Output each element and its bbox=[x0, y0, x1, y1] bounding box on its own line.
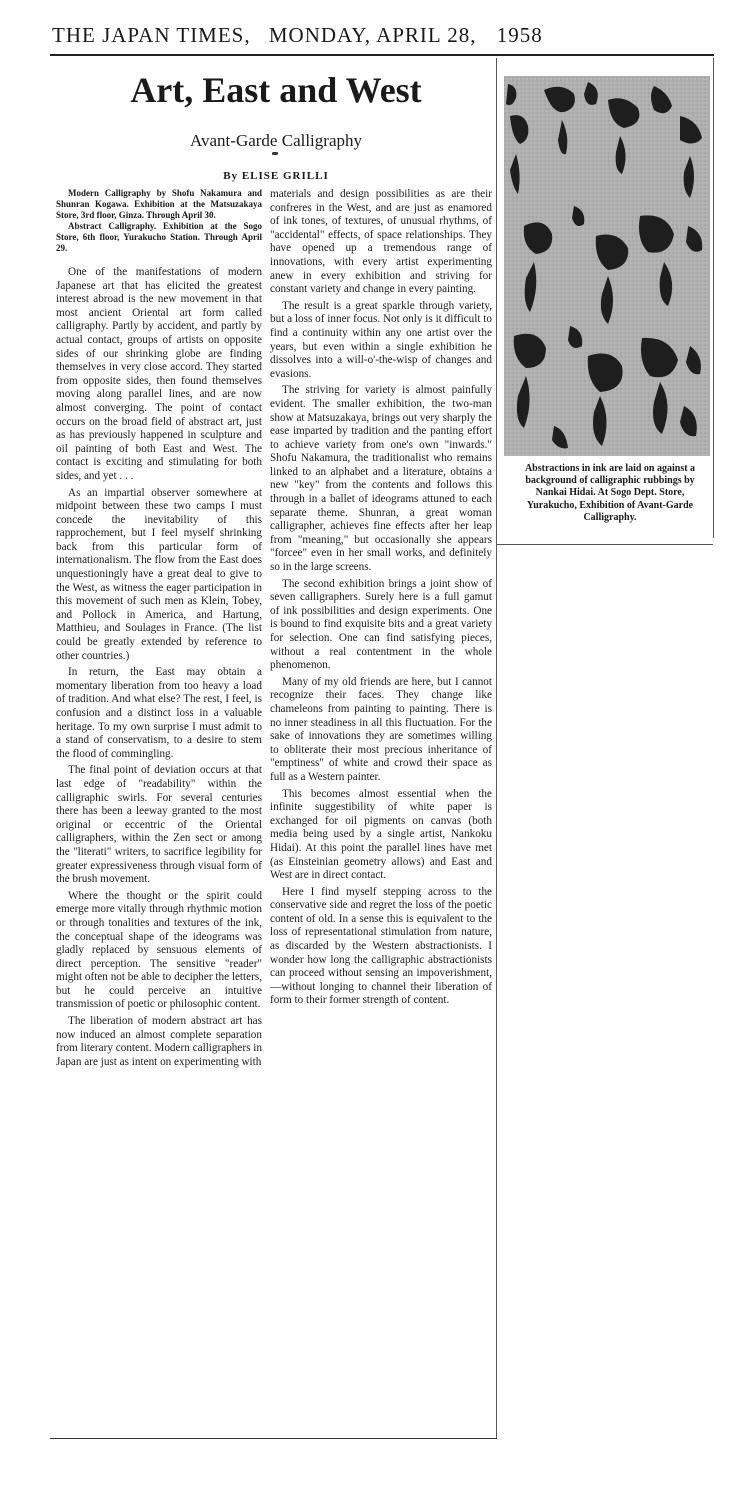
photo-box-bottom-rule bbox=[497, 544, 713, 545]
article-paragraph: In return, the East may obtain a momentary liberation from too heavy a load of tradition. And what else? The rest, I feel, is confusion and a distinct loss in a valuable heritage. To my own surprise I must admit to a stand of conservatism, to a desire to stem the flood of commingling. bbox=[56, 666, 262, 760]
article-paragraph: Where the thought or the spirit could emerge more vitally through rhythmic motion or through tonalities and textures of the ink, the conceptual shape of the ideograms was gladly replaced by sensuous elements of direct perception. The sensitive "reader" might often not be able to decipher the letters, but he could perceive an intuitive transmission of poetic or philosophic content. bbox=[56, 889, 262, 1011]
article-paragraph: The striving for variety is almost painfully evident. The smaller exhibition, the two-man show at Matsuzakaya, brings out very sharply the ease imparted by tradition and the panting effort to achieve variety from one's own "inwards." Shofu Nakamura, the traditionalist who remains linked to an alphabet and a literature, obtains a new "key" from the contents and follows this through in a ballet of ideograms attuned to each separate theme. Shunran, a great woman calligrapher, achieves fine effects after her leap from "meaning," but occasionally she appears "forcee" even in her small works, and definitely so in the large screens. bbox=[270, 384, 492, 574]
issue-date: MONDAY, APRIL 28, bbox=[268, 23, 477, 47]
calligraphy-photo bbox=[504, 76, 710, 456]
article-paragraph: The liberation of modern abstract art has now induced an almost complete separation from literary content. Modern calligraphers in Japan are just as intent on experimenting with bbox=[56, 1015, 262, 1068]
article-paragraph: The result is a great sparkle through variety, but a loss of inner focus. Not only is it difficult to find a continuity within any one artist over the years, but even within a single exhibition he dissolves into a will-o'-the-wisp of changes and evasions. bbox=[270, 299, 492, 380]
article-paragraph: The second exhibition brings a joint show of seven calligraphers. Surely here is a full gamut of ink possibilities and design experiments. One is bound to find exquisite bits and a great variety for selection. One can find satisfying pieces, without a real contentment in the whole phenomenon. bbox=[270, 577, 492, 672]
article-column-2 bbox=[270, 188, 492, 1011]
article-paragraph: materials and design possibilities as are their confreres in the West, and are just as enamored of ink tones, of textures, of unusual rhythms, of "accidental" effects, of space relationships. They have opened up a tremendous range of innovations, with every artist experimenting anew in every exhibition and striving for constant variety and change in every painting. bbox=[270, 188, 492, 296]
article-bottom-rule bbox=[50, 1438, 497, 1439]
masthead-rule bbox=[50, 54, 714, 56]
newspaper-name: THE JAPAN TIMES, bbox=[52, 23, 251, 47]
article-byline: By ELISE GRILLI bbox=[223, 170, 329, 182]
article-paragraph: Here I find myself stepping across to the conservative side and regret the loss of the poetic content of old. In a sense this is equivalent to the loss of representational stimulation from nature, as discarded by the Western abstractionists. I wonder how long the calligraphic abstractionists can proceed without sensing an impoverishment, —without longing to channel their liberation of form to their former strength of content. bbox=[270, 885, 492, 1007]
ink-abstraction-image bbox=[504, 76, 710, 456]
article-paragraph: This becomes almost essential when the infinite suggestibility of white paper is exchanged for oil pigments on canvas (both media being used by a single artist, Nankoku Hidai). At this point the parallel lines have met (as Einsteinian geometry allows) and East and West are in direct contact. bbox=[270, 787, 492, 882]
article-paragraph: The final point of deviation occurs at that last edge of "readability" within the calligraphic swirls. For several centuries there has been a leeway granted to the most original or eccentric of the Oriental calligraphers, within the Zen sect or among the "literati" writers, to sacrifice legibility for greater expressiveness through visual form of the brush movement. bbox=[56, 764, 262, 886]
column-divider bbox=[496, 58, 497, 1438]
subhead-ornament bbox=[272, 152, 278, 155]
article-subhead: Avant-Garde Calligraphy bbox=[190, 131, 362, 150]
article-headline: Art, East and West bbox=[130, 70, 422, 110]
article-paragraph: Many of my old friends are here, but I cannot recognize their faces. They change like chameleons from painting to painting. There is no inner steadiness in all this fluctuation. For the sake of innovations they are sometimes willing to obliterate their most precious inheritance of "emptiness" of white and crowd their space as full as a Western painter. bbox=[270, 675, 492, 783]
photo-box-right-rule bbox=[713, 58, 714, 538]
newspaper-masthead bbox=[52, 22, 698, 48]
article-paragraph: As an impartial observer somewhere at midpoint between these two camps I must concede the inevitability of this rapprochement, but I feel myself shrinking back from this particular form of internationalism. The flow from the East does unquestioningly have a great deal to give to the West, as witness the eager participation in this movement of such men as Klein, Tobey, and Pollock in America, and Hartung, Matthieu, and Soulages in France. (The list could be greatly extended by reference to other countries.) bbox=[56, 486, 262, 662]
article-paragraph: One of the manifestations of modern Japanese art that has elicited the greatest interest abroad is the new movement in that most ancient Oriental art form called calligraphy. Partly by accident, and partly by actual contact, groups of artists on opposite sides of our shrinking globe are finding themselves in very close accord. They started from opposite sides, then found themselves moving along parallel lines, and are now almost converging. The point of contact occurs on the broad field of abstract art, just as has previously happened in sculpture and oil painting of both East and West. The contact is exciting and stimulating for both sides, and yet . . . bbox=[56, 266, 262, 482]
exhibition-info: Modern Calligraphy by Shofu Nakamura and Shunran Kogawa. Exhibition at the Matsuzakaya Store, 3rd floor, Ginza. Through April 30. bbox=[56, 188, 262, 220]
photo-caption: Abstractions in ink are laid on against a background of calligraphic rubbings by Nankai Hidai. At Sogo Dept. Store, Yurakucho, Exhibition of Avant-Garde Calligraphy. bbox=[524, 463, 696, 523]
article-column-1 bbox=[56, 188, 262, 1072]
issue-year: 1958 bbox=[496, 23, 543, 47]
exhibition-info: Abstract Calligraphy. Exhibition at the Sogo Store, 6th floor, Yurakucho Station. Through April 29. bbox=[56, 221, 262, 253]
